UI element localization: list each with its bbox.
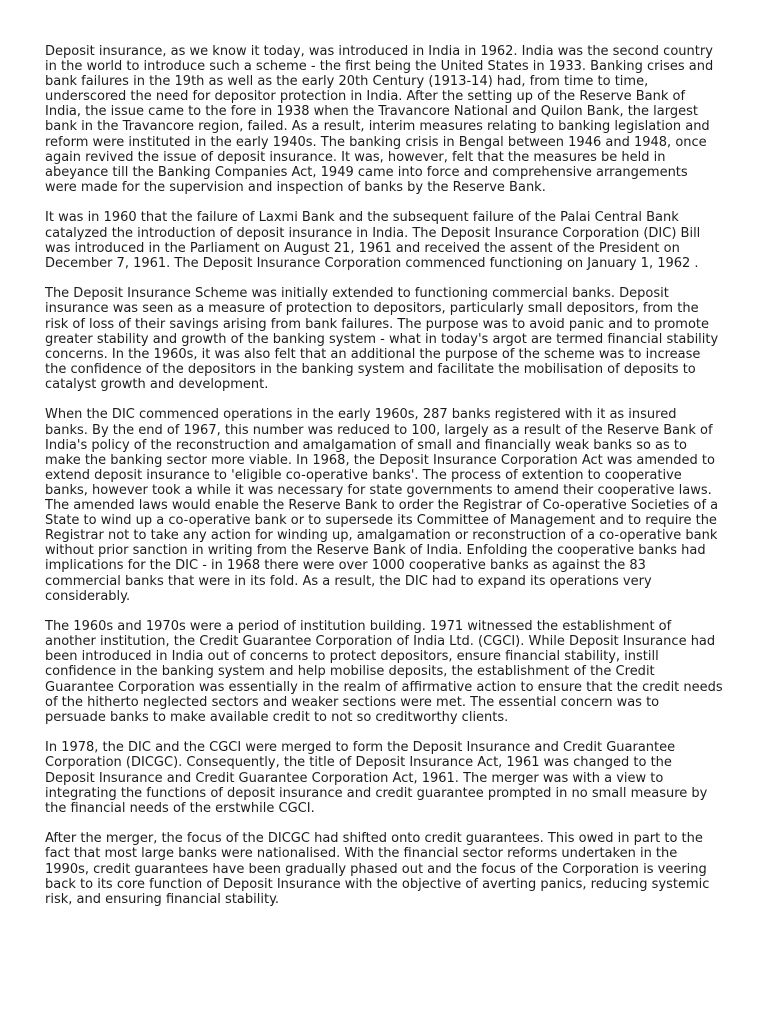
paragraph-introduction: Deposit insurance, as we know it today, was introduced in India in 1962. India was the second country in the world to introduce such a scheme - the first being the United States in 1933. Banking crises and bank failures in the 19th as well as the early 20th Century (1913-14) had, from time to time, underscored the need for depositor protection in India. After the setting up of the Reserve Bank of India, the issue came to the fore in 1938 when the Travancore National and Quilon Bank, the largest bank in the Travancore region, failed. As a result, interim measures relating to banking legislation and reform were instituted in the early 1940s. The banking crisis in Bengal between 1946 and 1948, once again revived the issue of deposit insurance. It was, however, felt that the measures be held in abeyance till the Banking Companies Act, 1949 came into force and comprehensive arrangements were made for the supervision and inspection of banks by the Reserve Bank. bbox=[45, 44, 714, 195]
document-body bbox=[45, 44, 723, 922]
paragraph-post-merger: After the merger, the focus of the DICGC had shifted onto credit guarantees. This owed in part to the fact that most large banks were nationalised. With the financial sector reforms undertaken in the 1990s, credit guarantees have been gradually phased out and the focus of the Corporation is veering back to its core function of Deposit Insurance with the objective of averting panics, reducing systemic risk, and ensuring financial stability. bbox=[45, 831, 710, 907]
paragraph-dic-bill: It was in 1960 that the failure of Laxmi Bank and the subsequent failure of the Palai Central Bank catalyzed the introduction of deposit insurance in India. The Deposit Insurance Corporation (DIC) Bill was introduced in the Parliament on August 21, 1961 and received the assent of the President on December 7, 1961. The Deposit Insurance Corporation commenced functioning on January 1, 1962 . bbox=[45, 210, 701, 271]
paragraph-cooperative-banks: When the DIC commenced operations in the early 1960s, 287 banks registered with it as insured banks. By the end of 1967, this number was reduced to 100, largely as a result of the Reserve Bank of India's policy of the reconstruction and amalgamation of small and financially weak banks so as to make the banking sector more viable. In 1968, the Deposit Insurance Corporation Act was amended to extend deposit insurance to 'eligible co-operative banks'. The process of extention to cooperative banks, however took a while it was necessary for state governments to amend their cooperative laws. The amended laws would enable the Reserve Bank to order the Registrar of Co-operative Societies of a State to wind up a co-operative bank or to supersede its Committee of Management and to require the Registrar not to take any action for winding up, amalgamation or reconstruction of a co-operative bank without prior sanction in writing from the Reserve Bank of India. Enfolding the cooperative banks had implications for the DIC - in 1968 there were over 1000 cooperative banks as against the 83 commercial banks that were in its fold. As a result, the DIC had to expand its operations very considerably. bbox=[45, 407, 719, 604]
paragraph-cgci: The 1960s and 1970s were a period of institution building. 1971 witnessed the establishment of another institution, the Credit Guarantee Corporation of India Ltd. (CGCI). While Deposit Insurance had been introduced in India out of concerns to protect depositors, ensure financial stability, instill confidence in the banking system and help mobilise deposits, the establishment of the Credit Guarantee Corporation was essentially in the realm of affirmative action to ensure that the credit needs of the hitherto neglected sectors and weaker sections were met. The essential concern was to persuade banks to make available credit to not so creditworthy clients. bbox=[45, 619, 723, 725]
paragraph-dicgc-merger: In 1978, the DIC and the CGCI were merged to form the Deposit Insurance and Credit Guarantee Corporation (DICGC). Consequently, the title of Deposit Insurance Act, 1961 was changed to the Deposit Insurance and Credit Guarantee Corporation Act, 1961. The merger was with a view to integrating the functions of deposit insurance and credit guarantee prompted in no small measure by the financial needs of the erstwhile CGCI. bbox=[45, 740, 708, 816]
paragraph-scheme-purpose: The Deposit Insurance Scheme was initially extended to functioning commercial banks. Deposit insurance was seen as a measure of protection to depositors, particularly small depositors, from the risk of loss of their savings arising from bank failures. The purpose was to avoid panic and to promote greater stability and growth of the banking system - what in today's argot are termed financial stability concerns. In the 1960s, it was also felt that an additional the purpose of the scheme was to increase the confidence of the depositors in the banking system and facilitate the mobilisation of deposits to catalyst growth and development. bbox=[45, 286, 719, 392]
